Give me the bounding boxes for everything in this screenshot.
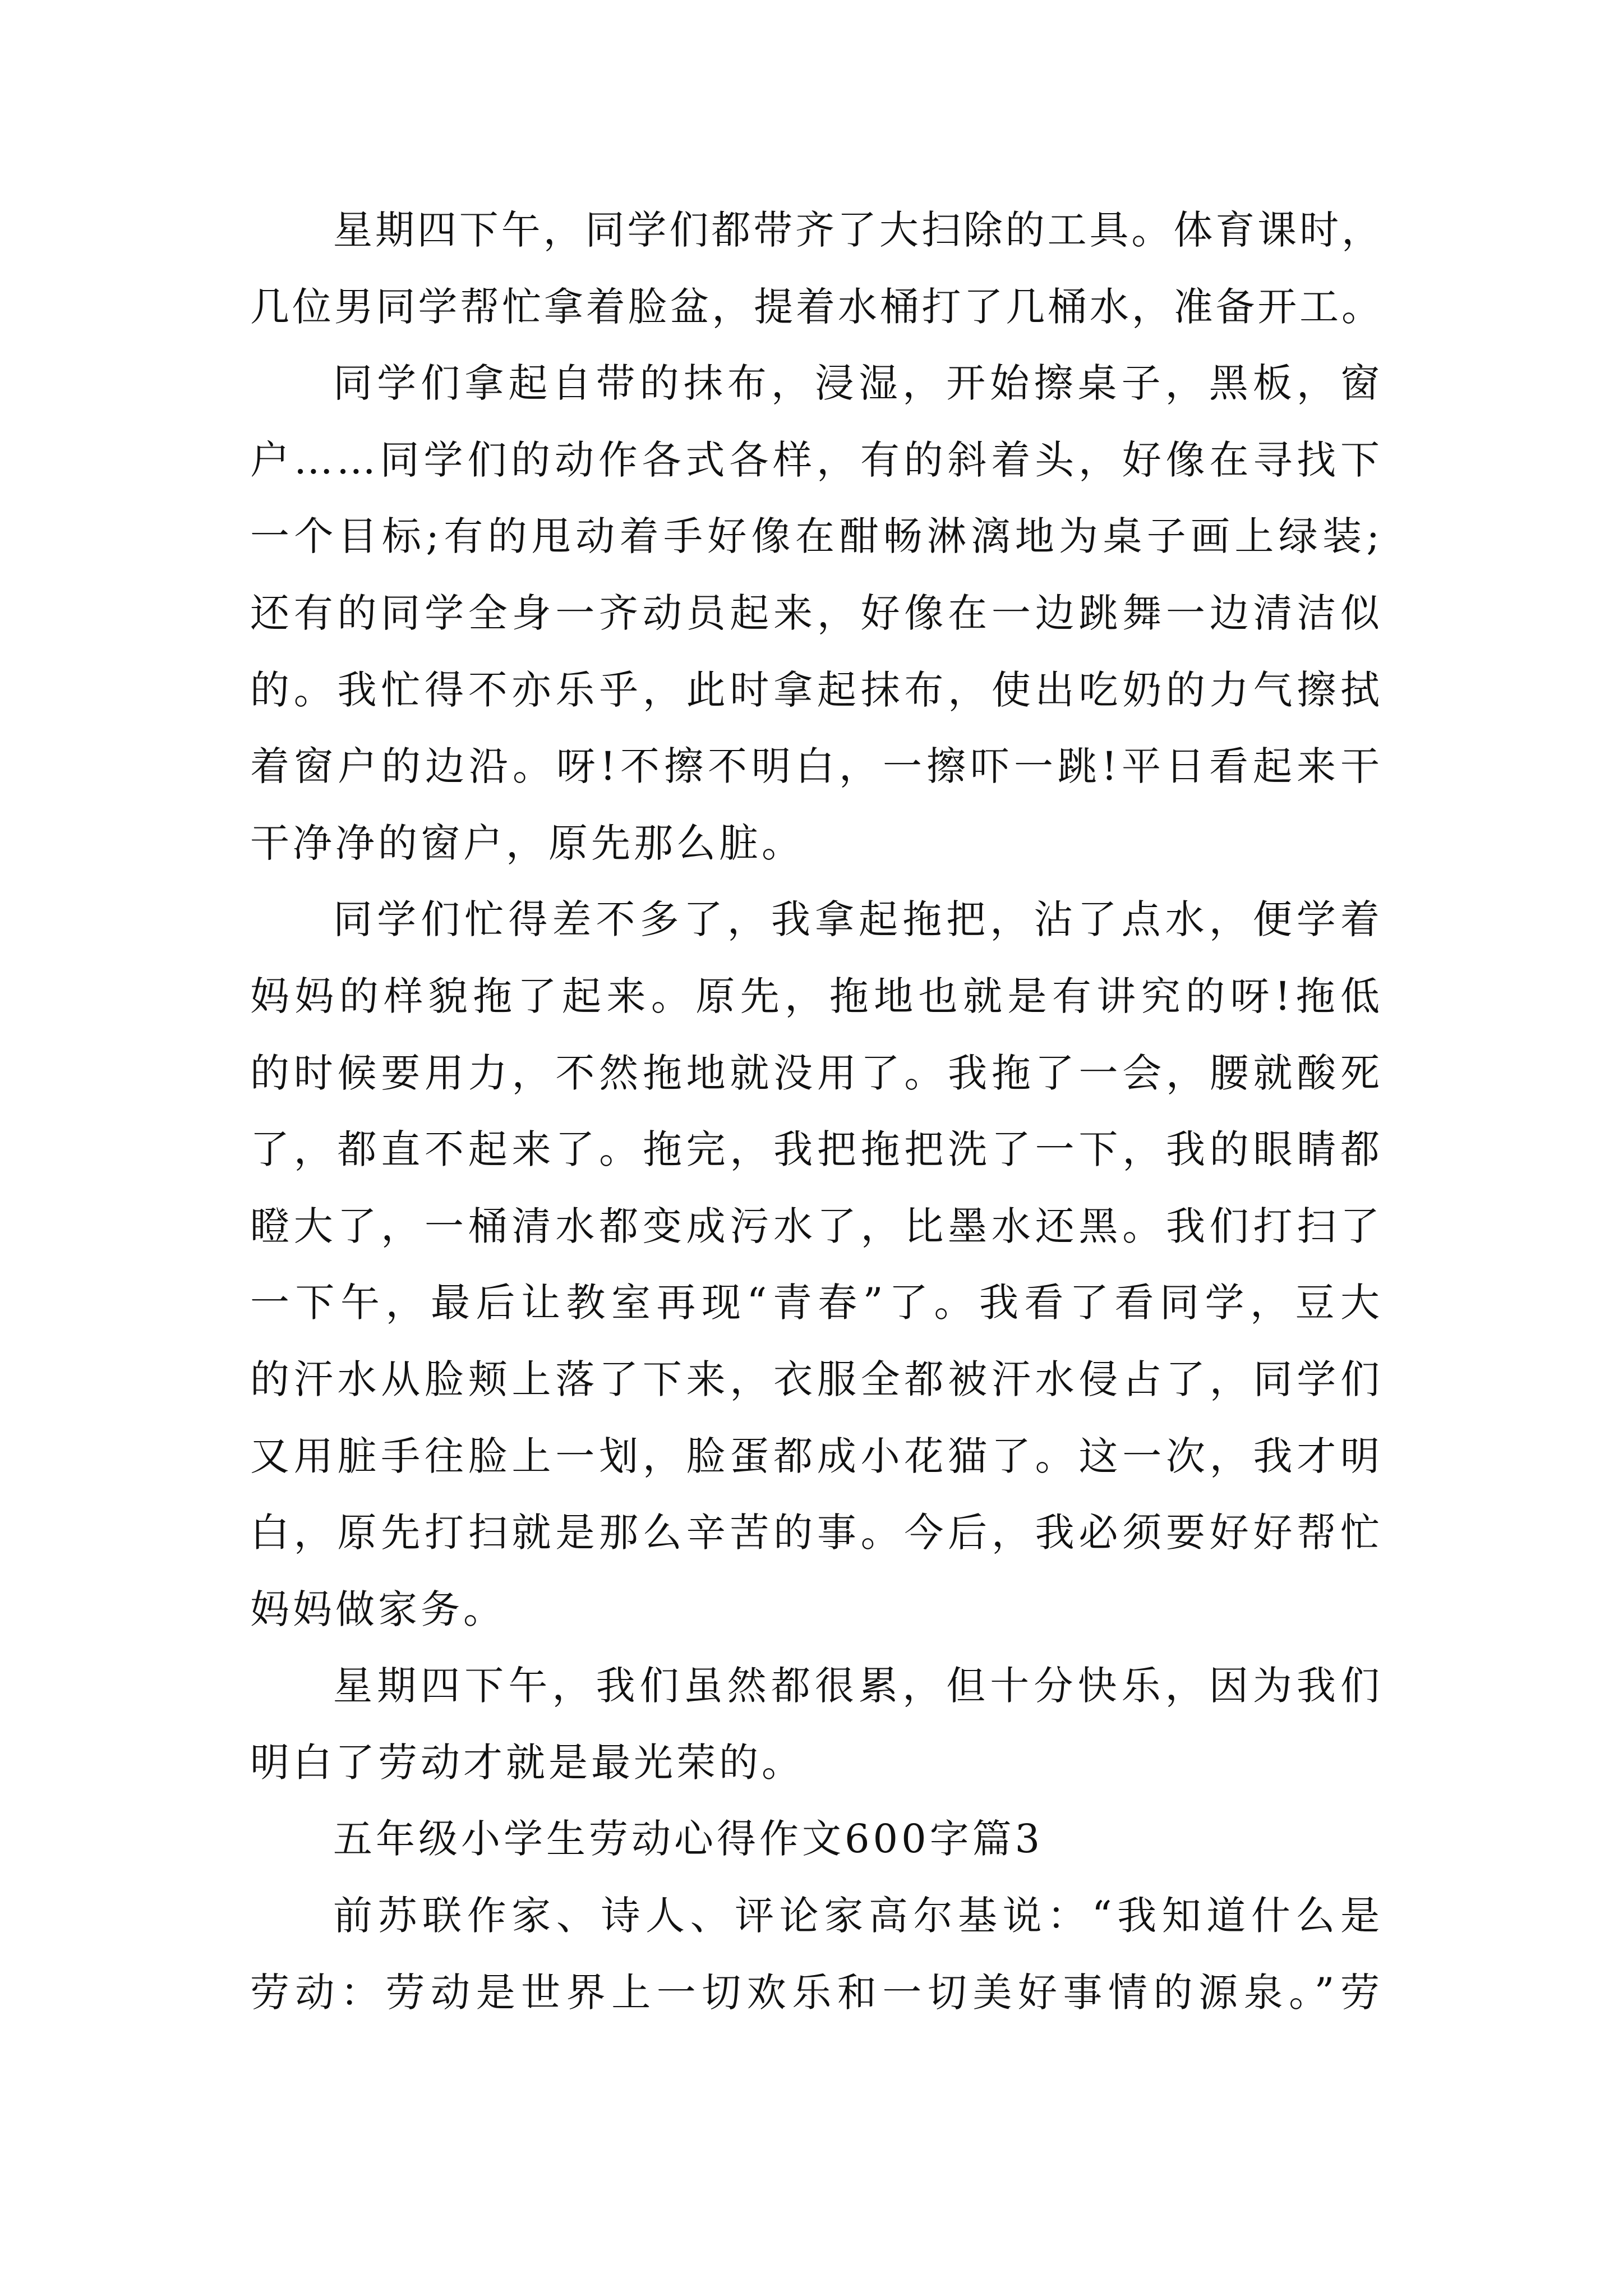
text-line: 前苏联作家、诗人、评论家高尔基说：“我知道什么是 [333,1893,1383,1939]
text-line: 星期四下午，我们虽然都很累，但十分快乐，因为我们 [333,1663,1383,1709]
text-line: 的时候要用力，不然拖地就没用了。我拖了一会，腰就酸死 [250,1050,1383,1096]
text-line: 瞪大了，一桶清水都变成污水了，比墨水还黑。我们打扫了 [250,1203,1383,1249]
text-line: 明白了劳动才就是最光荣的。 [250,1739,804,1786]
text-line: 了，都直不起来了。拖完，我把拖把洗了一下，我的眼睛都 [250,1126,1383,1173]
text-line: 几位男同学帮忙拿着脸盆，提着水桶打了几桶水，准备开工。 [250,283,1383,330]
text-line: 一下午，最后让教室再现“青春”了。我看了看同学，豆大 [250,1280,1383,1326]
section-heading: 五年级小学生劳动心得作文600字篇3 [333,1816,1044,1862]
text-line: 同学们拿起自带的抹布，浸湿，开始擦桌子，黑板，窗 [333,360,1383,407]
text-line: 一个目标;有的甩动着手好像在酣畅淋漓地为桌子画上绿装; [250,513,1383,560]
text-line: 又用脏手往脸上一划，脸蛋都成小花猫了。这一次，我才明 [250,1433,1383,1479]
text-line: 劳动：劳动是世界上一切欢乐和一切美好事情的源泉。”劳 [250,1969,1383,2016]
text-line: 妈妈的样貌拖了起来。原先，拖地也就是有讲究的呀!拖低 [250,973,1383,1019]
text-line: 户……同学们的动作各式各样，有的斜着头，好像在寻找下 [250,436,1383,483]
text-line: 干净净的窗户，原先那么脏。 [250,820,804,866]
text-line: 的汗水从脸颊上落了下来，衣服全都被汗水侵占了，同学们 [250,1356,1383,1402]
text-line: 还有的同学全身一齐动员起来，好像在一边跳舞一边清洁似 [250,590,1383,636]
text-line: 着窗户的边沿。呀!不擦不明白，一擦吓一跳!平日看起来干 [250,743,1383,790]
text-line: 白，原先打扫就是那么辛苦的事。今后，我必须要好好帮忙 [250,1510,1383,1556]
text-line: 妈妈做家务。 [250,1586,506,1632]
document-body [250,192,1383,2031]
text-line: 的。我忙得不亦乐乎，此时拿起抹布，使出吃奶的力气擦拭 [250,666,1383,713]
text-line: 星期四下午，同学们都带齐了大扫除的工具。体育课时， [333,207,1383,253]
text-line: 同学们忙得差不多了，我拿起拖把，沾了点水，便学着 [333,896,1383,943]
